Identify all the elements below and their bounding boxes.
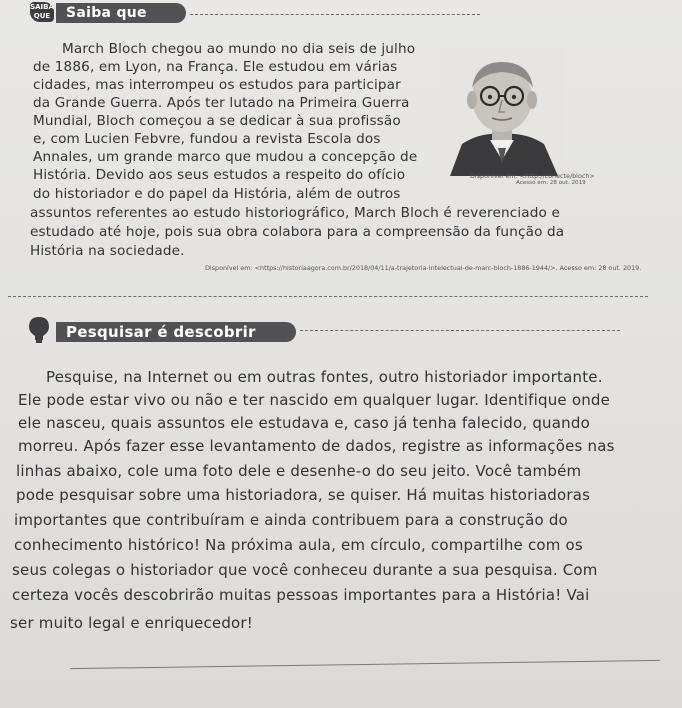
paragraph-line: História na sociedade. [30, 243, 185, 259]
paragraph-line: seus colegas o historiador que você conheceu durante a sua pesquisa. Com [12, 561, 598, 579]
paragraph-line: Ele pode estar vivo ou não e ter nascido em qualquer lugar. Identifique onde [18, 391, 611, 409]
paragraph-line: certeza vocês descobrirão muitas pessoas importantes para a História! Vai [12, 586, 590, 604]
paragraph-line: estudado até hoje, pois sua obra colabora para a compreensão da função da [30, 224, 565, 240]
paragraph-line: March Bloch chegou ao mundo no dia seis de julho [62, 41, 416, 57]
photo-credit: Disponível em: <http://conecte/bloch> [470, 172, 595, 180]
paragraph-line: História. Devido aos seus estudos a respeito do ofício [33, 167, 406, 183]
paragraph-line: linhas abaixo, cole uma foto dele e desenhe-o do seu jeito. Você também [16, 462, 582, 480]
paragraph-line: de 1886, em Lyon, na França. Ele estudou em várias [33, 59, 398, 75]
photo-access-date: Acesso em: 28 out. 2019 [516, 180, 586, 186]
paragraph-line: conhecimento histórico! Na próxima aula, em círculo, compartilhe com os [14, 536, 583, 554]
paragraph-line: pode pesquisar sobre uma historiadora, se quiser. Há muitas historiadoras [16, 486, 591, 504]
header-divider [190, 14, 480, 15]
paragraph-line: da Grande Guerra. Após ter lutado na Primeira Guerra [33, 95, 410, 111]
lightbulb-icon [28, 316, 50, 344]
paragraph-line: cidades, mas interrompeu os estudos para participar [33, 77, 401, 93]
paragraph-line: Pesquise, na Internet ou em outras fontes, outro historiador importante. [46, 368, 603, 386]
paragraph-line: do historiador e do papel da História, além de outros [33, 186, 401, 202]
paragraph-line: morreu. Após fazer esse levantamento de dados, registre as informações nas [18, 437, 615, 455]
source-citation: Disponível em: <https://historiaagora.com.br/2018/04/11/a-trajetoria-intelectual-de-marc-bloch-1886-1944/>. Acesso em: 28 out. 2019. [205, 264, 642, 272]
section-divider [8, 296, 648, 297]
paragraph-line: e, com Lucien Febvre, fundou a revista Escola dos [33, 131, 381, 147]
paragraph-line: assuntos referentes ao estudo historiográfico, March Bloch é reverenciado e [30, 205, 560, 221]
paragraph-line: importantes que contribuíram e ainda contribuem para a construção do [14, 511, 568, 529]
saiba-que-badge-icon: SAIBA QUE [30, 3, 54, 20]
header-divider [300, 330, 620, 331]
paragraph-line: ele nasceu, quais assuntos ele estudava e, caso já tenha falecido, quando [18, 414, 590, 432]
paragraph-line: Annales, um grande marco que mudou a concepção de [33, 149, 418, 165]
paragraph-line: ser muito legal e enriquecedor! [10, 614, 254, 632]
marc-bloch-portrait [440, 48, 564, 176]
answer-line [70, 660, 660, 669]
paragraph-line: Mundial, Bloch começou a se dedicar à sua profissão [33, 113, 401, 129]
section-title-saiba-que: Saiba que [56, 3, 186, 23]
section-title-pesquisar: Pesquisar é descobrir [56, 322, 296, 342]
